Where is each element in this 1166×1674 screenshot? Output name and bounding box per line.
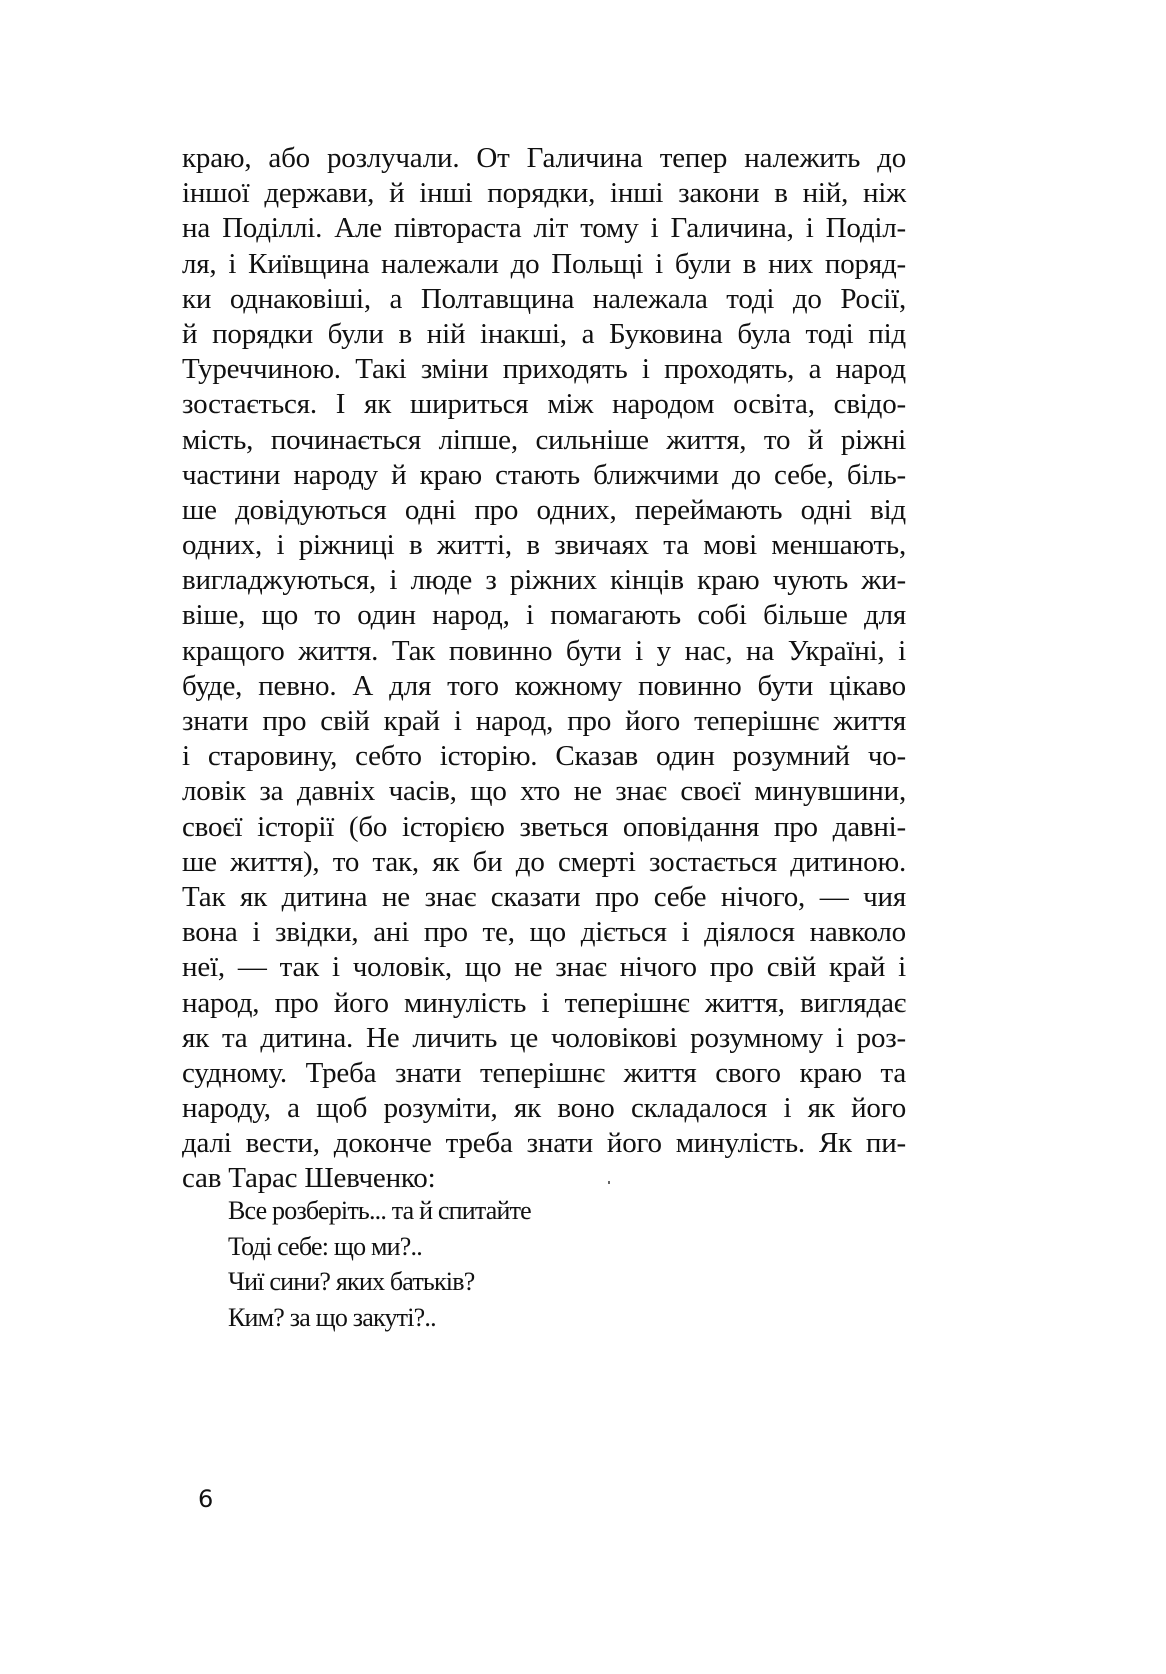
poem-line: Все розберіть... та й спитайте: [228, 1196, 531, 1225]
text-line: ше життя), то так, як би до смерті зостається дитиною.: [182, 845, 906, 878]
text-line: ше довідуються одні про одних, переймають одні від: [182, 493, 906, 526]
body-paragraph: [182, 141, 906, 1197]
text-line: частини народу й краю стають ближчими до себе, біль-: [182, 458, 906, 491]
poem-line: Чиї сини? яких батьків?: [228, 1267, 475, 1296]
poem-line: Тоді себе: що ми?..: [228, 1231, 422, 1261]
poem-line: Ким? за що закуті?..: [228, 1302, 436, 1332]
text-line: одних, і ріжниці в житті, в звичаях та мові меншають,: [182, 529, 906, 562]
text-line: і старовину, себто історію. Сказав один розумний чо-: [182, 740, 906, 773]
text-line: іншої держави, й інші порядки, інші закони в ній, ніж: [182, 177, 906, 210]
text-line: Так як дитина не знає сказати про себе нічого, — чия: [182, 880, 906, 913]
poem-quote: [228, 1193, 531, 1335]
text-line: краю, або розлучали. От Галичина тепер належить до: [182, 142, 906, 174]
text-line: знати про свій край і народ, про його теперішнє життя: [182, 705, 906, 737]
text-line: ля, і Київщина належали до Польщі і були в них поряд-: [182, 247, 906, 280]
text-line: неї, — так і чоловік, що не знає нічого про свій край і: [182, 951, 906, 984]
text-line: народу, а щоб розуміти, як воно складалося і як його: [182, 1092, 906, 1125]
text-line: ки однаковіші, а Полтавщина належала тоді до Росії,: [182, 282, 906, 315]
text-line: мість, починається ліпше, сильніше життя, то й ріжні: [182, 423, 906, 456]
text-line: буде, певно. А для того кожному повинно бути цікаво: [182, 669, 906, 702]
text-line: своєї історії (бо історією зветься оповідання про давні-: [182, 810, 906, 843]
text-line: народ, про його минулість і теперішнє життя, виглядає: [182, 986, 906, 1019]
text-line: вигладжуються, і люде з ріжних кінців краю чують жи-: [182, 564, 906, 597]
text-line: Туреччиною. Такі зміни приходять і проходять, а народ: [182, 353, 906, 386]
text-line: як та дитина. Не личить це чоловікові розумному і роз-: [182, 1021, 906, 1054]
text-line: далі вести, доконче треба знати його минулість. Як пи-: [182, 1127, 906, 1160]
page-number: 6: [198, 1485, 214, 1513]
text-line: й порядки були в ній інакші, а Буковина була тоді під: [182, 317, 906, 350]
text-line: сав Тарас Шевченко:: [182, 1162, 436, 1195]
text-line: зостається. І як шириться між народом освіта, свідо-: [182, 388, 906, 421]
text-line: ловік за давніх часів, що хто не знає своєї минувшини,: [182, 775, 906, 808]
text-line: вона і звідки, ані про те, що діється і діялося навколо: [182, 916, 906, 949]
text-line: віше, що то один народ, і помагають собі більше для: [182, 599, 906, 632]
text-line: судному. Треба знати теперішнє життя свого краю та: [182, 1056, 906, 1089]
scan-speck: [608, 1181, 610, 1184]
text-line: кращого життя. Так повинно бути і у нас, на Україні, і: [182, 634, 906, 667]
text-line: на Поділлі. Але півтораста літ тому і Галичина, і Поділ-: [182, 212, 906, 245]
